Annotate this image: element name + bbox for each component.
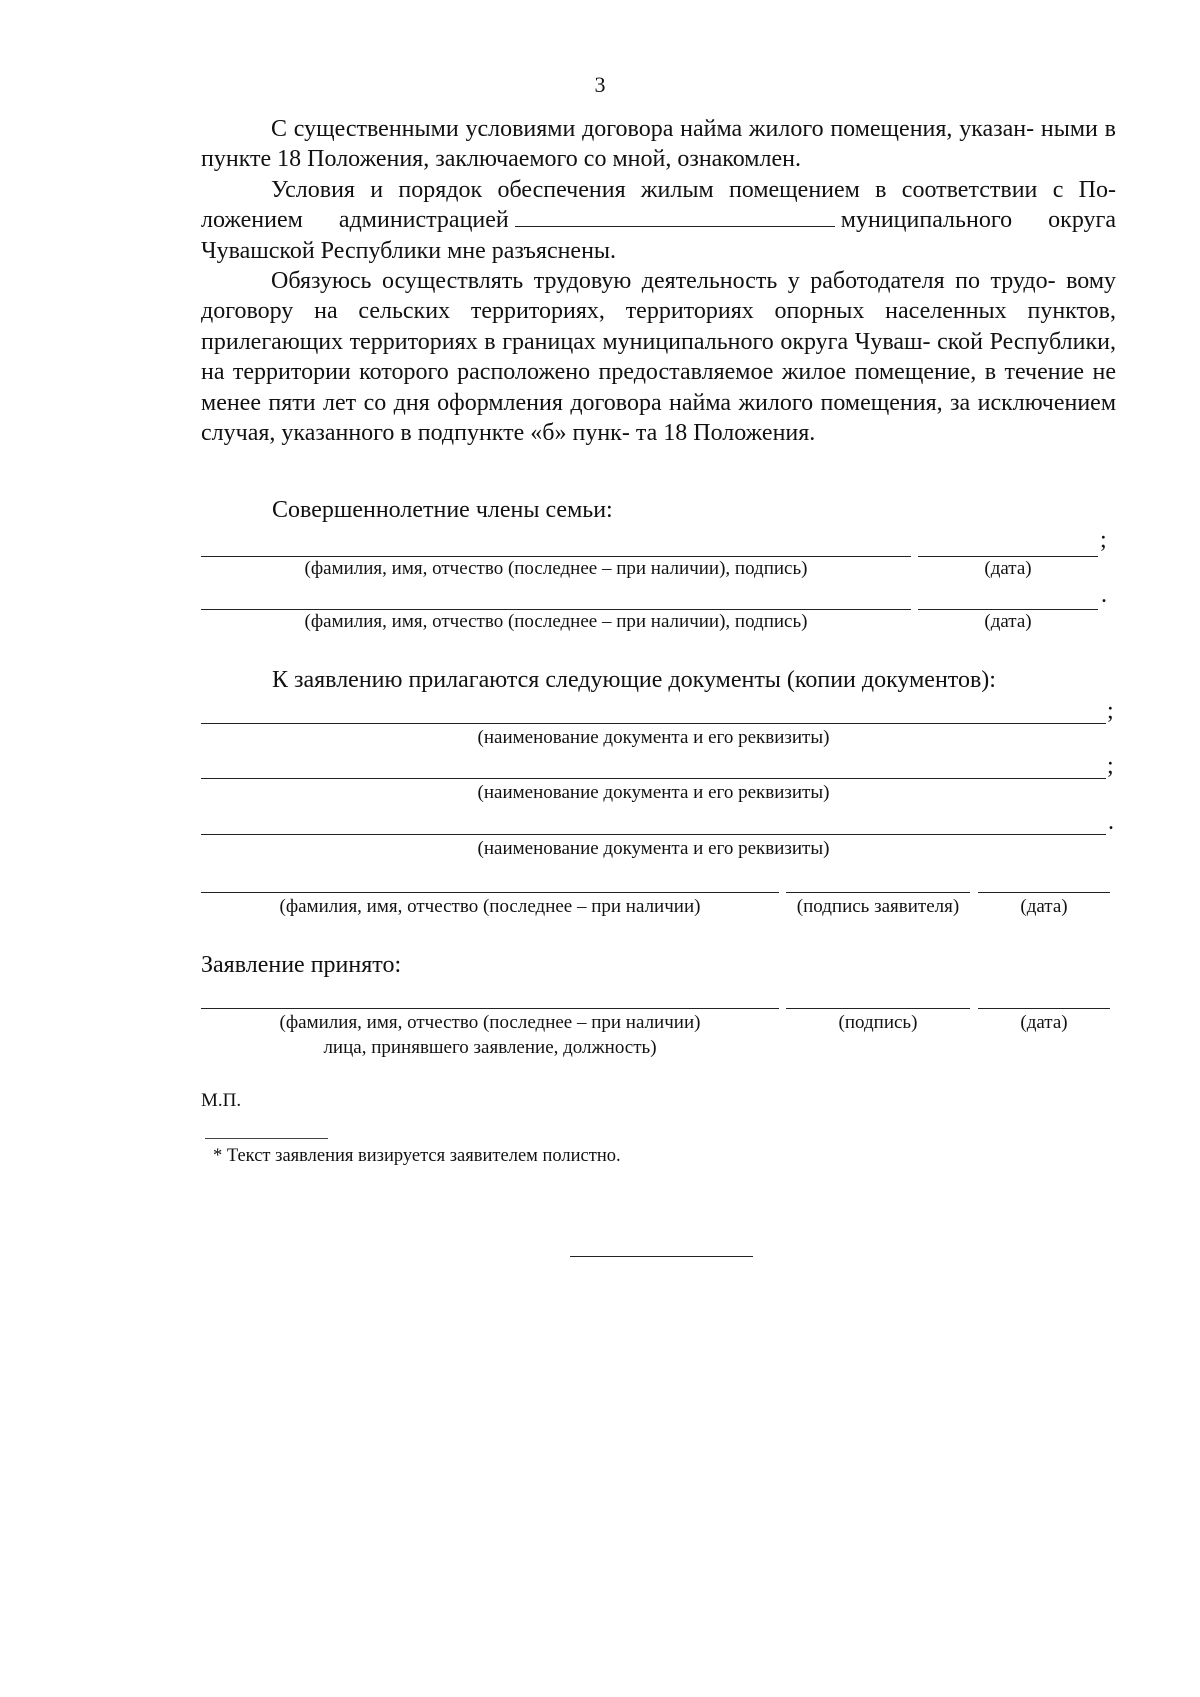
family-date-caption: (дата) xyxy=(984,558,1032,579)
receiver-name-line[interactable] xyxy=(201,1008,779,1009)
paragraph-line: Условия и порядок обеспечения жилым помещением в соответствии с По- xyxy=(271,176,1116,203)
paragraph-line: Чувашской Республики мне разъяснены. xyxy=(201,237,617,264)
end-mark: . xyxy=(1108,809,1114,835)
family-date-caption: (дата) xyxy=(984,611,1032,632)
applicant-name-caption: (фамилия, имя, отчество (последнее – при наличии) xyxy=(279,896,701,917)
paragraph-conditions xyxy=(201,175,1116,266)
family-name-line-1[interactable] xyxy=(201,556,911,557)
end-of-document-line xyxy=(570,1256,753,1257)
paragraph-line: та 18 Положения. xyxy=(635,420,816,447)
receiver-position-caption: лица, принявшего заявление, должность) xyxy=(323,1037,657,1058)
paragraph-line: жилого помещения, за исключением случая, указанного в подпункте «б» пунк- xyxy=(201,389,1116,447)
document-caption: (наименование документа и его реквизиты) xyxy=(477,782,830,803)
statement-text xyxy=(201,114,1116,448)
end-mark: ; xyxy=(1100,527,1107,553)
receiver-date-line[interactable] xyxy=(978,1008,1110,1009)
family-heading: Совершеннолетние члены семьи: xyxy=(272,497,613,523)
applicant-signature-line[interactable] xyxy=(786,892,970,893)
paragraph-line: ложением администрацией xyxy=(201,207,509,234)
document-caption: (наименование документа и его реквизиты) xyxy=(477,838,830,859)
applicant-name-line[interactable] xyxy=(201,892,779,893)
end-mark: . xyxy=(1101,582,1107,608)
document-caption: (наименование документа и его реквизиты) xyxy=(477,727,830,748)
end-mark: ; xyxy=(1107,698,1114,724)
accepted-heading: Заявление принято: xyxy=(201,952,402,978)
paragraph-line: С существенными условиями договора найма жилого помещения, указан- xyxy=(271,116,1035,142)
applicant-signature-caption: (подпись заявителя) xyxy=(796,896,960,917)
paragraph-line: вому договору на сельских территориях, территориях опорных населенных xyxy=(201,268,1117,325)
paragraph-obligation xyxy=(201,266,1116,448)
family-name-caption: (фамилия, имя, отчество (последнее – при наличии), подпись) xyxy=(304,611,808,632)
family-name-line-2[interactable] xyxy=(201,609,911,610)
end-mark: ; xyxy=(1107,753,1114,779)
footnote-separator xyxy=(205,1138,328,1139)
receiver-date-caption: (дата) xyxy=(1020,1012,1068,1033)
paragraph-line: помещение, в течение не менее пяти лет со дня оформления договора найма xyxy=(201,359,1116,416)
applicant-date-caption: (дата) xyxy=(1020,896,1068,917)
family-date-line-2[interactable] xyxy=(918,609,1098,610)
stamp-place: М.П. xyxy=(201,1090,242,1111)
page-number: 3 xyxy=(594,72,606,97)
documents-heading: К заявлению прилагаются следующие документы (копии документов): xyxy=(272,667,996,693)
paragraph-line: ными в пункте 18 Положения, заключаемого со мной, ознакомлен. xyxy=(201,116,1116,173)
administration-name-blank[interactable] xyxy=(515,206,835,227)
receiver-name-caption: (фамилия, имя, отчество (последнее – при наличии) xyxy=(279,1012,701,1033)
paragraph-line: ской Республики, на территории которого расположено предоставляемое жилое xyxy=(201,328,1116,386)
document-line-3[interactable] xyxy=(201,834,1106,835)
paragraph-line: Обязуюсь осуществлять трудовую деятельность у работодателя по трудо- xyxy=(271,268,1056,295)
document-line-1[interactable] xyxy=(201,723,1106,724)
receiver-signature-caption: (подпись) xyxy=(838,1012,918,1033)
family-date-line-1[interactable] xyxy=(918,556,1098,557)
footnote: * Текст заявления визируется заявителем полистно. xyxy=(213,1146,621,1166)
paragraph-contract-terms xyxy=(201,114,1116,175)
paragraph-line: муниципального округа xyxy=(840,207,1116,234)
document-line-2[interactable] xyxy=(201,778,1106,779)
family-name-caption: (фамилия, имя, отчество (последнее – при наличии), подпись) xyxy=(304,558,808,579)
receiver-signature-line[interactable] xyxy=(786,1008,970,1009)
paragraph-line: пунктов, прилегающих территориях в границах муниципального округа Чуваш- xyxy=(201,298,1117,355)
applicant-date-line[interactable] xyxy=(978,892,1110,893)
